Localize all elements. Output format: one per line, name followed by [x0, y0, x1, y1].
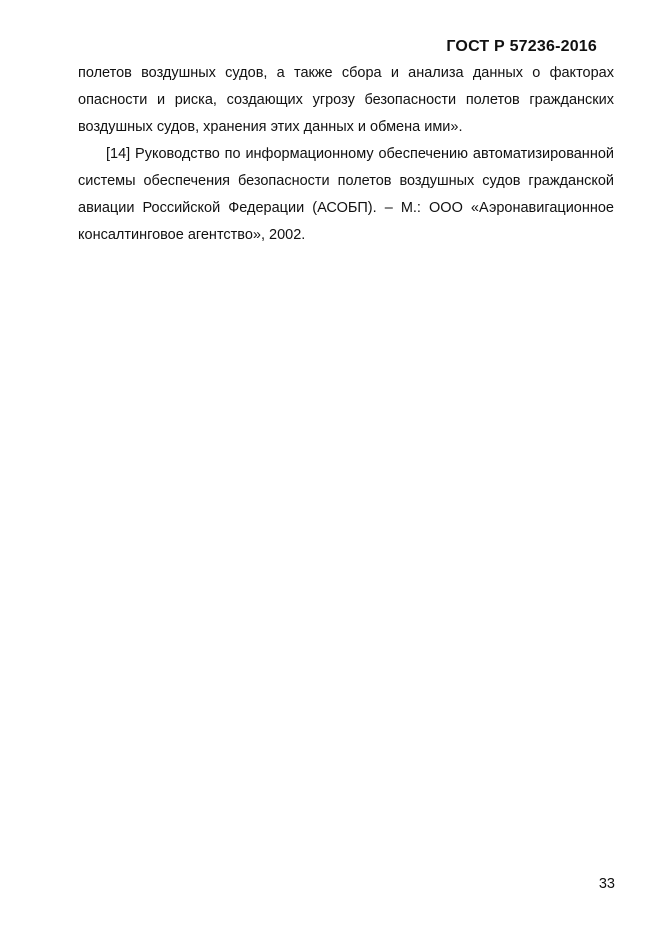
standard-prefix: ГОСТ Р — [446, 38, 510, 55]
page-body — [78, 60, 614, 249]
page-number: 33 — [598, 876, 615, 892]
standard-number: 57236-2016 — [509, 38, 597, 55]
continuation-paragraph: полетов воздушных судов, а также сбора и анализа данных о факторах опасности и риска, создающих угрозу безопасности полетов гражданских воздушных судов, хранения этих данных и обмена ими». — [78, 65, 614, 135]
document-standard-code — [446, 38, 597, 56]
reference-14-paragraph: [14] Руководство по информационному обеспечению автоматизированной системы обеспечения безопасности полетов воздушных судов гражданской авиации Российской Федерации (АСОБП). – М.: ООО «Аэронавигационное консалтинговое агентство», 2002. — [78, 146, 614, 243]
